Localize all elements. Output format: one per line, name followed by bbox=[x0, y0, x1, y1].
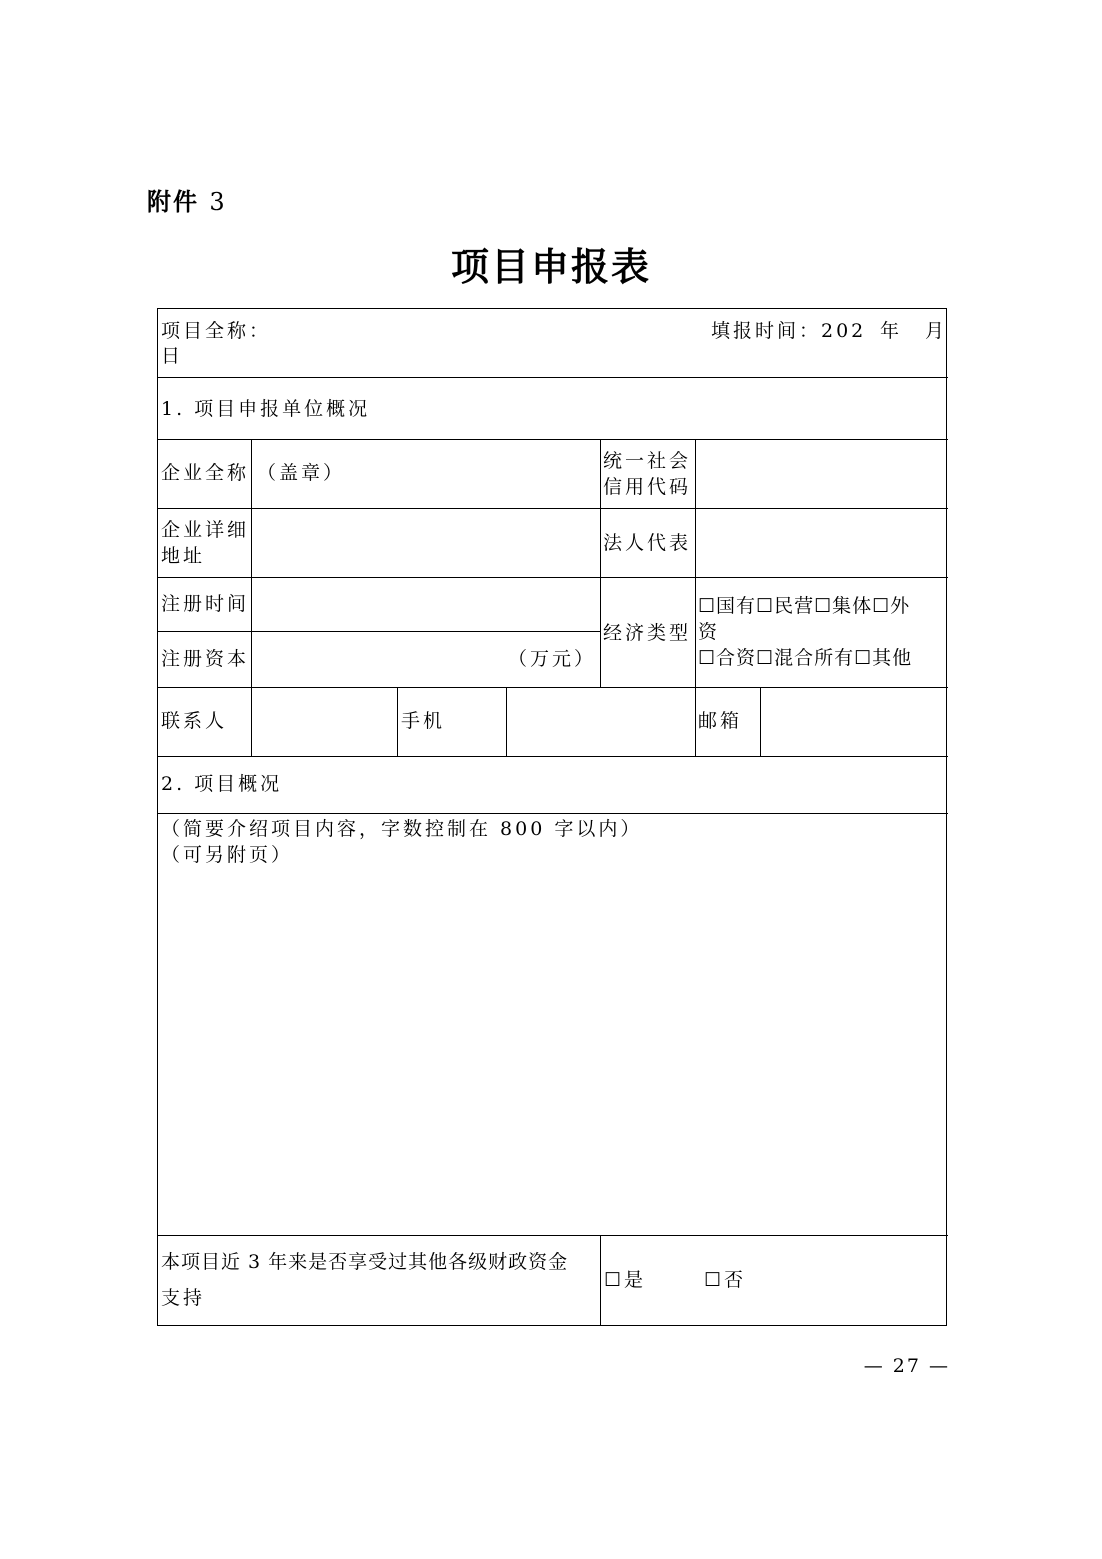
email-label: 邮箱 bbox=[698, 710, 743, 732]
company-seal-hint: （盖章） bbox=[257, 462, 346, 484]
mobile-label: 手机 bbox=[401, 710, 446, 732]
reg-time-field[interactable] bbox=[252, 578, 599, 630]
address-field[interactable] bbox=[252, 509, 599, 576]
project-overview-textarea[interactable] bbox=[159, 874, 947, 1232]
company-name-field[interactable] bbox=[252, 440, 599, 507]
funding-question-line1: 本项目近 3 年来是否享受过其他各级财政资金 bbox=[161, 1251, 569, 1273]
attachment-label bbox=[147, 182, 227, 217]
section1-title: 1. 项目申报单位概况 bbox=[161, 398, 371, 420]
econ-options-line2: 资 bbox=[698, 621, 721, 643]
application-form bbox=[157, 308, 947, 1326]
address-label-line2: 地址 bbox=[161, 545, 206, 567]
mobile-field[interactable] bbox=[507, 688, 693, 755]
contact-field[interactable] bbox=[252, 688, 396, 755]
email-field[interactable] bbox=[761, 688, 947, 755]
section2-title: 2. 项目概况 bbox=[161, 773, 283, 795]
project-name-field[interactable] bbox=[268, 315, 688, 345]
attachment-number: 3 bbox=[209, 188, 227, 216]
page-number: — 27 — bbox=[863, 1355, 950, 1377]
econ-options-line1[interactable]: ☐国有☐民营☐集体☐外 bbox=[698, 595, 911, 617]
fill-time-label: 填报时间：202 bbox=[711, 320, 867, 342]
day-label: 日 bbox=[161, 345, 184, 367]
month-label: 月 bbox=[925, 320, 948, 342]
funding-question-line2: 支持 bbox=[161, 1287, 206, 1309]
address-label-line1: 企业详细 bbox=[161, 519, 250, 541]
funding-no-checkbox[interactable]: ☐否 bbox=[704, 1269, 747, 1291]
year-label: 年 bbox=[880, 320, 903, 342]
overview-hint-line1: （简要介绍项目内容，字数控制在 800 字以内） bbox=[161, 818, 643, 840]
overview-hint-line2: （可另附页） bbox=[161, 844, 294, 866]
legal-rep-label: 法人代表 bbox=[603, 532, 692, 554]
project-name-label: 项目全称： bbox=[161, 320, 272, 342]
reg-time-label: 注册时间 bbox=[161, 593, 250, 615]
attachment-text: 附件 bbox=[147, 187, 199, 216]
reg-capital-unit: （万元） bbox=[508, 648, 597, 670]
company-name-label: 企业全称 bbox=[161, 462, 250, 484]
funding-yes-checkbox[interactable]: ☐是 bbox=[604, 1269, 647, 1291]
reg-capital-label: 注册资本 bbox=[161, 648, 250, 670]
credit-code-field[interactable] bbox=[696, 440, 947, 507]
page-title: 项目申报表 bbox=[450, 244, 651, 289]
credit-code-label-line2: 信用代码 bbox=[603, 476, 692, 498]
econ-type-label: 经济类型 bbox=[603, 622, 692, 644]
legal-rep-field[interactable] bbox=[696, 509, 947, 576]
contact-label: 联系人 bbox=[161, 710, 228, 732]
credit-code-label-line1: 统一社会 bbox=[603, 450, 692, 472]
econ-options-line3[interactable]: ☐合资☐混合所有☐其他 bbox=[698, 647, 913, 669]
